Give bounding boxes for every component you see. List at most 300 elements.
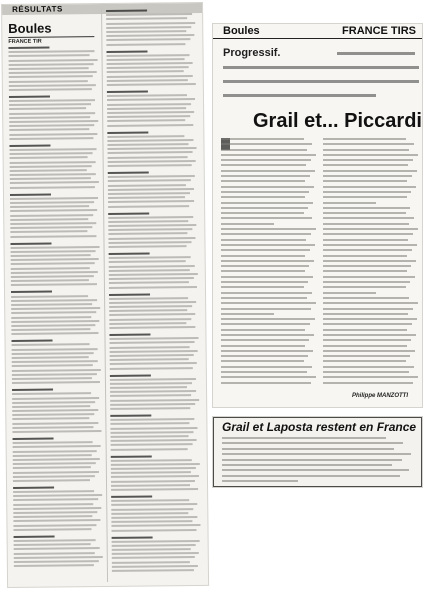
text-line-placeholder [10, 148, 97, 151]
text-line-placeholder [108, 196, 185, 199]
text-line-placeholder [221, 255, 305, 257]
text-line-placeholder [106, 38, 190, 41]
text-line-placeholder [108, 200, 194, 203]
text-line-placeholder [323, 366, 414, 368]
text-line-placeholder [323, 350, 415, 352]
text-line-placeholder [110, 354, 194, 357]
text-line-placeholder [106, 26, 191, 29]
text-line-placeholder [111, 488, 198, 491]
text-line-placeholder [11, 258, 99, 261]
text-line-placeholder [111, 439, 197, 442]
text-line-placeholder [13, 499, 98, 502]
text-line-placeholder [112, 561, 190, 564]
text-line-placeholder [10, 205, 89, 208]
text-line-placeholder [221, 302, 316, 304]
text-line-placeholder [221, 170, 315, 172]
text-line-placeholder [107, 139, 193, 142]
result-heading-placeholder [12, 389, 53, 391]
text-line-placeholder [13, 458, 100, 461]
text-line-placeholder [106, 34, 194, 37]
text-line-placeholder [111, 459, 192, 462]
text-line-placeholder [11, 250, 96, 253]
article-lead [223, 46, 419, 108]
text-line-placeholder [11, 332, 98, 335]
result-heading-placeholder [10, 242, 51, 244]
text-line-placeholder [9, 133, 97, 136]
text-line-placeholder [9, 108, 86, 111]
text-line-placeholder [110, 422, 189, 425]
text-line-placeholder [221, 180, 305, 182]
result-heading-placeholder [12, 340, 53, 342]
text-line-placeholder [9, 55, 90, 58]
text-line-placeholder [111, 475, 199, 478]
text-line-placeholder [221, 270, 305, 272]
text-line-placeholder [110, 431, 193, 434]
text-line-placeholder [109, 261, 186, 264]
text-line-placeholder [323, 223, 409, 225]
text-line-placeholder [221, 382, 311, 384]
text-line-placeholder [110, 350, 198, 353]
text-line-placeholder [12, 426, 93, 429]
text-line-placeholder [221, 350, 313, 352]
text-line-placeholder [323, 191, 411, 193]
text-line-placeholder [221, 191, 309, 193]
text-line-placeholder [323, 302, 418, 304]
text-line-placeholder [11, 320, 99, 323]
text-line-placeholder [108, 224, 196, 227]
article-brand-label: FRANCE TIRS [342, 25, 416, 37]
text-line-placeholder [10, 173, 96, 176]
text-line-placeholder [112, 565, 198, 568]
text-line-placeholder [11, 283, 97, 286]
text-line-placeholder [112, 529, 197, 532]
text-line-placeholder [11, 275, 94, 278]
brief-body [222, 437, 413, 486]
result-heading-placeholder [109, 253, 150, 255]
text-line-placeholder [109, 326, 195, 329]
text-line-placeholder [109, 297, 188, 300]
text-line-placeholder [9, 88, 92, 91]
text-line-placeholder [9, 137, 93, 140]
text-line-placeholder [221, 329, 305, 331]
text-line-placeholder [221, 345, 305, 347]
text-line-placeholder [221, 159, 311, 161]
text-line-placeholder [12, 344, 90, 347]
text-line-placeholder [107, 71, 184, 74]
text-line-placeholder [10, 156, 88, 159]
text-line-placeholder [11, 328, 90, 331]
text-line-placeholder [221, 360, 304, 362]
text-line-placeholder [13, 524, 96, 527]
result-heading-placeholder [107, 131, 148, 133]
lead-text-line [223, 80, 419, 83]
text-line-placeholder [110, 378, 196, 381]
text-line-placeholder [222, 442, 403, 444]
text-line-placeholder [323, 196, 407, 198]
text-line-placeholder [323, 292, 376, 294]
text-line-placeholder [12, 364, 93, 367]
text-line-placeholder [109, 245, 187, 248]
text-line-placeholder [111, 467, 196, 470]
text-line-placeholder [221, 143, 312, 145]
text-line-placeholder [107, 103, 191, 106]
article-header-band [213, 24, 422, 39]
text-line-placeholder [112, 569, 194, 572]
text-line-placeholder [12, 381, 100, 384]
text-line-placeholder [108, 160, 196, 163]
text-line-placeholder [10, 169, 87, 172]
text-line-placeholder [107, 143, 188, 146]
text-line-placeholder [323, 233, 413, 235]
text-line-placeholder [14, 539, 96, 542]
text-line-placeholder [111, 448, 188, 451]
text-line-placeholder [110, 358, 189, 361]
text-line-placeholder [323, 154, 418, 156]
text-line-placeholder [107, 54, 190, 57]
text-line-placeholder [11, 307, 100, 310]
text-line-placeholder [323, 159, 413, 161]
text-line-placeholder [14, 547, 100, 550]
text-line-placeholder [222, 448, 394, 450]
text-line-placeholder [13, 507, 101, 510]
text-line-placeholder [12, 392, 91, 395]
result-heading-placeholder [8, 47, 49, 49]
text-line-placeholder [107, 124, 193, 127]
text-line-placeholder [10, 161, 96, 164]
text-line-placeholder [221, 355, 308, 357]
text-line-placeholder [323, 249, 412, 251]
text-line-placeholder [108, 220, 188, 223]
article-column-left [221, 138, 317, 387]
text-line-placeholder [221, 265, 309, 267]
text-line-placeholder [9, 120, 98, 123]
text-line-placeholder [11, 311, 96, 314]
text-line-placeholder [323, 239, 408, 241]
text-line-placeholder [323, 360, 406, 362]
text-line-placeholder [12, 360, 98, 363]
text-line-placeholder [108, 184, 186, 187]
text-line-placeholder [323, 260, 416, 262]
text-line-placeholder [107, 107, 186, 110]
text-line-placeholder [221, 334, 314, 336]
result-heading-placeholder [110, 374, 151, 376]
text-line-placeholder [13, 445, 101, 448]
text-line-placeholder [111, 516, 197, 519]
text-line-placeholder [107, 62, 193, 65]
text-line-placeholder [12, 356, 89, 359]
results-rule [8, 36, 94, 38]
text-line-placeholder [9, 112, 95, 115]
article-byline: Philippe MANZOTTI [352, 393, 408, 399]
text-line-placeholder [11, 295, 88, 298]
text-line-placeholder [111, 471, 191, 474]
text-line-placeholder [10, 235, 96, 238]
text-line-placeholder [13, 490, 94, 493]
text-line-placeholder [222, 437, 386, 439]
text-line-placeholder [323, 345, 407, 347]
text-line-placeholder [221, 186, 314, 188]
result-heading-placeholder [106, 50, 147, 52]
text-line-placeholder [13, 462, 96, 465]
text-line-placeholder [12, 377, 92, 380]
text-line-placeholder [222, 464, 392, 466]
text-line-placeholder [11, 246, 100, 249]
text-line-placeholder [323, 329, 407, 331]
text-line-placeholder [11, 271, 98, 274]
text-line-placeholder [323, 286, 406, 288]
text-line-placeholder [323, 334, 416, 336]
text-line-placeholder [323, 186, 416, 188]
result-heading-placeholder [108, 212, 149, 214]
text-line-placeholder [10, 181, 99, 184]
results-column-left [8, 46, 103, 569]
text-line-placeholder [9, 63, 94, 66]
text-line-placeholder [12, 352, 94, 355]
text-line-placeholder [221, 239, 306, 241]
text-line-placeholder [12, 418, 89, 421]
text-line-placeholder [111, 463, 200, 466]
result-heading-placeholder [13, 486, 54, 488]
text-line-placeholder [106, 17, 187, 20]
text-line-placeholder [323, 318, 417, 320]
text-line-placeholder [12, 369, 101, 372]
text-line-placeholder [111, 435, 189, 438]
lead-text-line [223, 66, 419, 69]
text-line-placeholder [108, 175, 195, 178]
text-line-placeholder [323, 265, 411, 267]
result-heading-placeholder [109, 334, 150, 336]
text-line-placeholder [10, 218, 88, 221]
lead-text-line [223, 94, 376, 97]
text-line-placeholder [222, 453, 411, 455]
text-line-placeholder [10, 226, 92, 229]
results-clipping [2, 3, 208, 587]
text-line-placeholder [9, 124, 94, 127]
brief-clipping [213, 417, 422, 487]
text-line-placeholder [108, 233, 187, 236]
text-line-placeholder [13, 479, 90, 482]
text-line-placeholder [108, 216, 193, 219]
text-line-placeholder [111, 499, 189, 502]
text-line-placeholder [108, 179, 191, 182]
result-heading-placeholder [111, 455, 152, 457]
text-line-placeholder [221, 292, 312, 294]
text-line-placeholder [323, 276, 415, 278]
text-line-placeholder [221, 371, 307, 373]
text-line-placeholder [323, 313, 408, 315]
text-line-placeholder [108, 156, 188, 159]
text-line-placeholder [109, 256, 191, 259]
text-line-placeholder [10, 209, 97, 212]
results-band-label: RÉSULTATS [12, 4, 63, 14]
text-line-placeholder [109, 309, 187, 312]
text-line-placeholder [13, 466, 91, 469]
result-heading-placeholder [9, 95, 50, 97]
text-line-placeholder [8, 50, 94, 53]
text-line-placeholder [10, 177, 91, 180]
text-line-placeholder [9, 99, 95, 102]
result-heading-placeholder [14, 535, 55, 537]
text-line-placeholder [110, 362, 197, 365]
text-line-placeholder [221, 297, 307, 299]
text-line-placeholder [13, 454, 92, 457]
text-line-placeholder [222, 459, 402, 461]
text-line-placeholder [221, 249, 310, 251]
text-line-placeholder [221, 281, 308, 283]
text-line-placeholder [323, 297, 409, 299]
text-line-placeholder [11, 263, 95, 266]
result-heading-placeholder [109, 293, 150, 295]
text-line-placeholder [10, 165, 92, 168]
text-line-placeholder [109, 313, 195, 316]
text-line-placeholder [10, 222, 96, 225]
text-line-placeholder [9, 80, 88, 83]
text-line-placeholder [323, 217, 414, 219]
text-line-placeholder [323, 308, 413, 310]
text-line-placeholder [109, 322, 186, 325]
text-line-placeholder [108, 188, 194, 191]
text-line-placeholder [107, 94, 187, 97]
text-line-placeholder [106, 22, 195, 25]
text-line-placeholder [110, 382, 192, 385]
text-line-placeholder [12, 348, 98, 351]
text-line-placeholder [9, 84, 96, 87]
text-line-placeholder [111, 503, 197, 506]
text-line-placeholder [323, 180, 407, 182]
text-line-placeholder [323, 371, 409, 373]
text-line-placeholder [109, 269, 190, 272]
text-line-placeholder [10, 201, 94, 204]
text-line-placeholder [107, 79, 188, 82]
text-line-placeholder [11, 316, 91, 319]
text-line-placeholder [110, 386, 187, 389]
text-line-placeholder [107, 66, 189, 69]
result-heading-placeholder [106, 10, 147, 12]
result-heading-placeholder [107, 91, 148, 93]
result-heading-placeholder [110, 415, 151, 417]
text-line-placeholder [10, 186, 95, 189]
text-line-placeholder [110, 390, 196, 393]
text-line-placeholder [323, 170, 417, 172]
text-line-placeholder [221, 318, 315, 320]
text-line-placeholder [111, 520, 192, 523]
text-line-placeholder [221, 228, 316, 230]
text-line-placeholder [12, 405, 90, 408]
text-line-placeholder [221, 196, 305, 198]
text-line-placeholder [323, 143, 414, 145]
article-headline: Grail et... Piccardi [253, 110, 422, 132]
text-line-placeholder [10, 197, 98, 200]
text-line-placeholder [110, 346, 190, 349]
text-line-placeholder [110, 407, 190, 410]
text-line-placeholder [221, 138, 304, 140]
text-line-placeholder [323, 175, 412, 177]
text-line-placeholder [13, 503, 93, 506]
result-heading-placeholder [13, 438, 54, 440]
text-line-placeholder [221, 376, 316, 378]
text-line-placeholder [323, 138, 406, 140]
text-line-placeholder [221, 286, 304, 288]
text-line-placeholder [323, 376, 418, 378]
text-line-placeholder [108, 237, 195, 240]
text-line-placeholder [323, 323, 412, 325]
text-line-placeholder [323, 244, 417, 246]
text-line-placeholder [9, 67, 89, 70]
text-line-placeholder [106, 30, 186, 33]
text-line-placeholder [110, 403, 195, 406]
text-line-placeholder [108, 164, 192, 167]
text-line-placeholder [12, 422, 98, 425]
brief-headline: Grail et Laposta restent en France [222, 420, 417, 434]
text-line-placeholder [13, 515, 92, 518]
text-line-placeholder [12, 413, 94, 416]
text-line-placeholder [107, 58, 185, 61]
article-section-label: Boules [223, 25, 260, 37]
text-line-placeholder [323, 270, 407, 272]
text-line-placeholder [108, 228, 192, 231]
result-heading-placeholder [11, 291, 52, 293]
text-line-placeholder [13, 450, 97, 453]
text-line-placeholder [13, 519, 100, 522]
text-line-placeholder [323, 339, 411, 341]
text-line-placeholder [323, 228, 418, 230]
text-line-placeholder [323, 255, 407, 257]
text-line-placeholder [109, 286, 197, 289]
text-line-placeholder [221, 366, 312, 368]
text-line-placeholder [221, 233, 311, 235]
article-lead-word: Progressif. [223, 47, 281, 59]
text-line-placeholder [107, 98, 195, 101]
text-line-placeholder [221, 339, 309, 341]
text-line-placeholder [112, 544, 196, 547]
text-line-placeholder [221, 308, 311, 310]
text-line-placeholder [9, 59, 98, 62]
lead-text-line [337, 52, 415, 55]
text-line-placeholder [109, 337, 198, 340]
text-line-placeholder [221, 207, 308, 209]
text-line-placeholder [11, 299, 97, 302]
text-line-placeholder [221, 313, 274, 315]
article-column-right [323, 138, 419, 387]
results-subsection-title: FRANCE TIR [8, 38, 42, 45]
result-heading-placeholder [112, 536, 153, 538]
text-line-placeholder [110, 367, 193, 370]
text-line-placeholder [106, 13, 192, 16]
text-line-placeholder [111, 484, 190, 487]
text-line-placeholder [109, 305, 192, 308]
text-line-placeholder [108, 241, 191, 244]
text-line-placeholder [111, 443, 193, 446]
text-line-placeholder [109, 277, 194, 280]
text-line-placeholder [107, 83, 196, 86]
text-line-placeholder [112, 540, 200, 543]
text-line-placeholder [13, 471, 99, 474]
text-line-placeholder [110, 418, 194, 421]
text-line-placeholder [109, 281, 189, 284]
text-line-placeholder [11, 279, 89, 282]
text-line-placeholder [109, 273, 198, 276]
text-line-placeholder [11, 267, 90, 270]
text-line-placeholder [10, 152, 93, 155]
text-line-placeholder [108, 205, 189, 208]
text-line-placeholder [222, 475, 400, 477]
text-line-placeholder [12, 401, 95, 404]
text-line-placeholder [14, 556, 103, 559]
results-section-title: Boules [8, 20, 52, 36]
text-line-placeholder [323, 207, 410, 209]
text-line-placeholder [221, 260, 314, 262]
article-clipping [213, 24, 422, 407]
